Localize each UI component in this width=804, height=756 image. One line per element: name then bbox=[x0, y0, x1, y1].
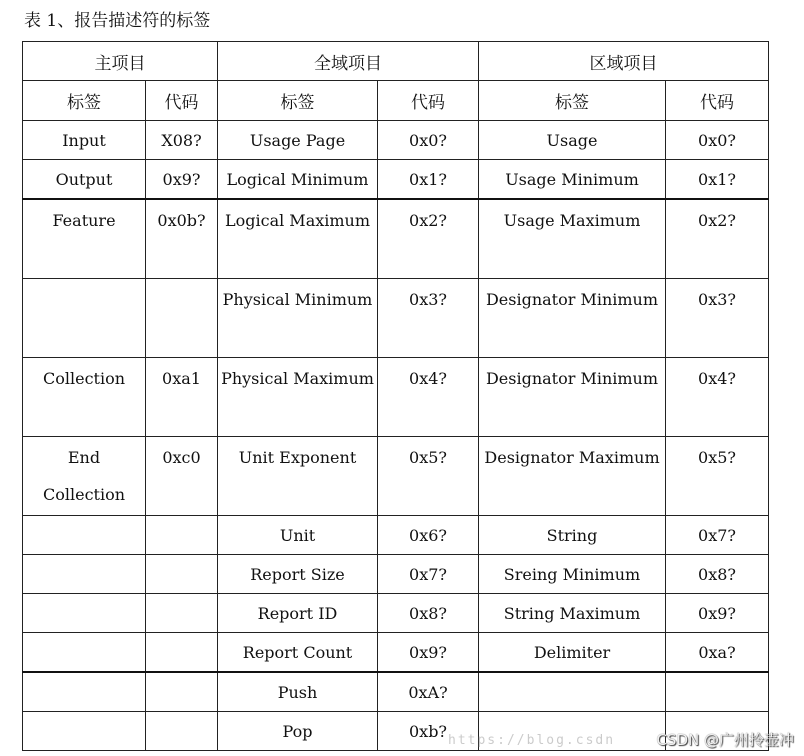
main-code-cell: 0xc0 bbox=[146, 437, 218, 516]
global-code-cell: 0x1? bbox=[378, 160, 479, 200]
local-tag-cell: Designator Maximum bbox=[479, 437, 666, 516]
local-code-cell: 0x7? bbox=[666, 516, 769, 555]
main-tag-cell bbox=[23, 712, 146, 751]
main-code-cell: 0x0b? bbox=[146, 199, 218, 279]
global-tag-cell: Report ID bbox=[218, 594, 378, 633]
main-code-header: 代码 bbox=[146, 81, 218, 121]
main-tag-cell: End Collection bbox=[23, 437, 146, 516]
table-row bbox=[23, 199, 769, 279]
table-caption: 表 1、报告描述符的标签 bbox=[24, 11, 211, 31]
global-tag-cell: Logical Minimum bbox=[218, 160, 378, 200]
local-tag-cell: String bbox=[479, 516, 666, 555]
main-tag-cell bbox=[23, 279, 146, 358]
global-tag-cell: Pop bbox=[218, 712, 378, 751]
local-tag-cell: String Maximum bbox=[479, 594, 666, 633]
main-tag-cell bbox=[23, 672, 146, 712]
global-code-header: 代码 bbox=[378, 81, 479, 121]
global-tag-cell: Push bbox=[218, 672, 378, 712]
global-tag-cell: Unit bbox=[218, 516, 378, 555]
local-tag-cell bbox=[479, 672, 666, 712]
global-code-cell: 0x6? bbox=[378, 516, 479, 555]
local-code-cell: 0x5? bbox=[666, 437, 769, 516]
local-code-cell: 0x2? bbox=[666, 199, 769, 279]
main-code-cell bbox=[146, 555, 218, 594]
main-code-cell bbox=[146, 279, 218, 358]
watermark-url: https://blog.csdn bbox=[448, 733, 616, 748]
global-code-cell: 0x2? bbox=[378, 199, 479, 279]
local-tag-cell: Usage bbox=[479, 121, 666, 160]
section-main-header: 主项目 bbox=[23, 42, 218, 81]
global-code-cell: 0x3? bbox=[378, 279, 479, 358]
section-local-header: 区域项目 bbox=[479, 42, 769, 81]
main-tag-cell: Output bbox=[23, 160, 146, 200]
main-code-cell: 0x9? bbox=[146, 160, 218, 200]
main-tag-cell: Input bbox=[23, 121, 146, 160]
local-tag-cell: Sreing Minimum bbox=[479, 555, 666, 594]
main-code-cell bbox=[146, 672, 218, 712]
global-code-cell: 0x8? bbox=[378, 594, 479, 633]
global-tag-cell: Unit Exponent bbox=[218, 437, 378, 516]
main-code-cell bbox=[146, 633, 218, 673]
main-tag-cell bbox=[23, 594, 146, 633]
global-tag-cell: Report Size bbox=[218, 555, 378, 594]
table-row bbox=[23, 672, 769, 712]
local-code-cell bbox=[666, 672, 769, 712]
local-code-cell: 0x8? bbox=[666, 555, 769, 594]
local-code-cell: 0x1? bbox=[666, 160, 769, 200]
main-code-cell bbox=[146, 516, 218, 555]
section-global-header: 全域项目 bbox=[218, 42, 479, 81]
table-row bbox=[23, 594, 769, 633]
main-code-cell: 0xa1 bbox=[146, 358, 218, 437]
table-row bbox=[23, 437, 769, 516]
main-code-cell: X08? bbox=[146, 121, 218, 160]
main-tag-cell: Collection bbox=[23, 358, 146, 437]
main-tag-header: 标签 bbox=[23, 81, 146, 121]
main-code-cell bbox=[146, 594, 218, 633]
main-tag-cell bbox=[23, 633, 146, 673]
global-tag-cell: Logical Maximum bbox=[218, 199, 378, 279]
local-tag-cell: Usage Minimum bbox=[479, 160, 666, 200]
hid-tag-table bbox=[22, 41, 769, 751]
global-code-cell: 0x9? bbox=[378, 633, 479, 673]
local-tag-cell: Usage Maximum bbox=[479, 199, 666, 279]
local-tag-cell: Designator Minimum bbox=[479, 279, 666, 358]
global-tag-cell: Physical Minimum bbox=[218, 279, 378, 358]
global-code-cell: 0x0? bbox=[378, 121, 479, 160]
local-code-cell: 0x3? bbox=[666, 279, 769, 358]
global-code-cell: 0xb? bbox=[378, 712, 479, 751]
global-tag-cell: Physical Maximum bbox=[218, 358, 378, 437]
local-code-cell: 0xa? bbox=[666, 633, 769, 673]
table-row bbox=[23, 555, 769, 594]
watermark: CSDN @广州拎壶冲 bbox=[656, 731, 794, 749]
local-tag-cell: Delimiter bbox=[479, 633, 666, 673]
table-row bbox=[23, 633, 769, 673]
global-code-cell: 0x7? bbox=[378, 555, 479, 594]
main-tag-cell bbox=[23, 555, 146, 594]
local-code-header: 代码 bbox=[666, 81, 769, 121]
local-tag-cell: Designator Minimum bbox=[479, 358, 666, 437]
global-code-cell: 0x4? bbox=[378, 358, 479, 437]
local-code-cell: 0x0? bbox=[666, 121, 769, 160]
table-row bbox=[23, 358, 769, 437]
local-code-cell: 0x9? bbox=[666, 594, 769, 633]
main-tag-cell: Feature bbox=[23, 199, 146, 279]
global-tag-header: 标签 bbox=[218, 81, 378, 121]
main-tag-cell bbox=[23, 516, 146, 555]
local-code-cell: 0x4? bbox=[666, 358, 769, 437]
global-code-cell: 0x5? bbox=[378, 437, 479, 516]
main-code-cell bbox=[146, 712, 218, 751]
global-tag-cell: Report Count bbox=[218, 633, 378, 673]
global-code-cell: 0xA? bbox=[378, 672, 479, 712]
table-row bbox=[23, 121, 769, 160]
local-tag-header: 标签 bbox=[479, 81, 666, 121]
table-row bbox=[23, 279, 769, 358]
table-row bbox=[23, 516, 769, 555]
table-row bbox=[23, 160, 769, 200]
global-tag-cell: Usage Page bbox=[218, 121, 378, 160]
